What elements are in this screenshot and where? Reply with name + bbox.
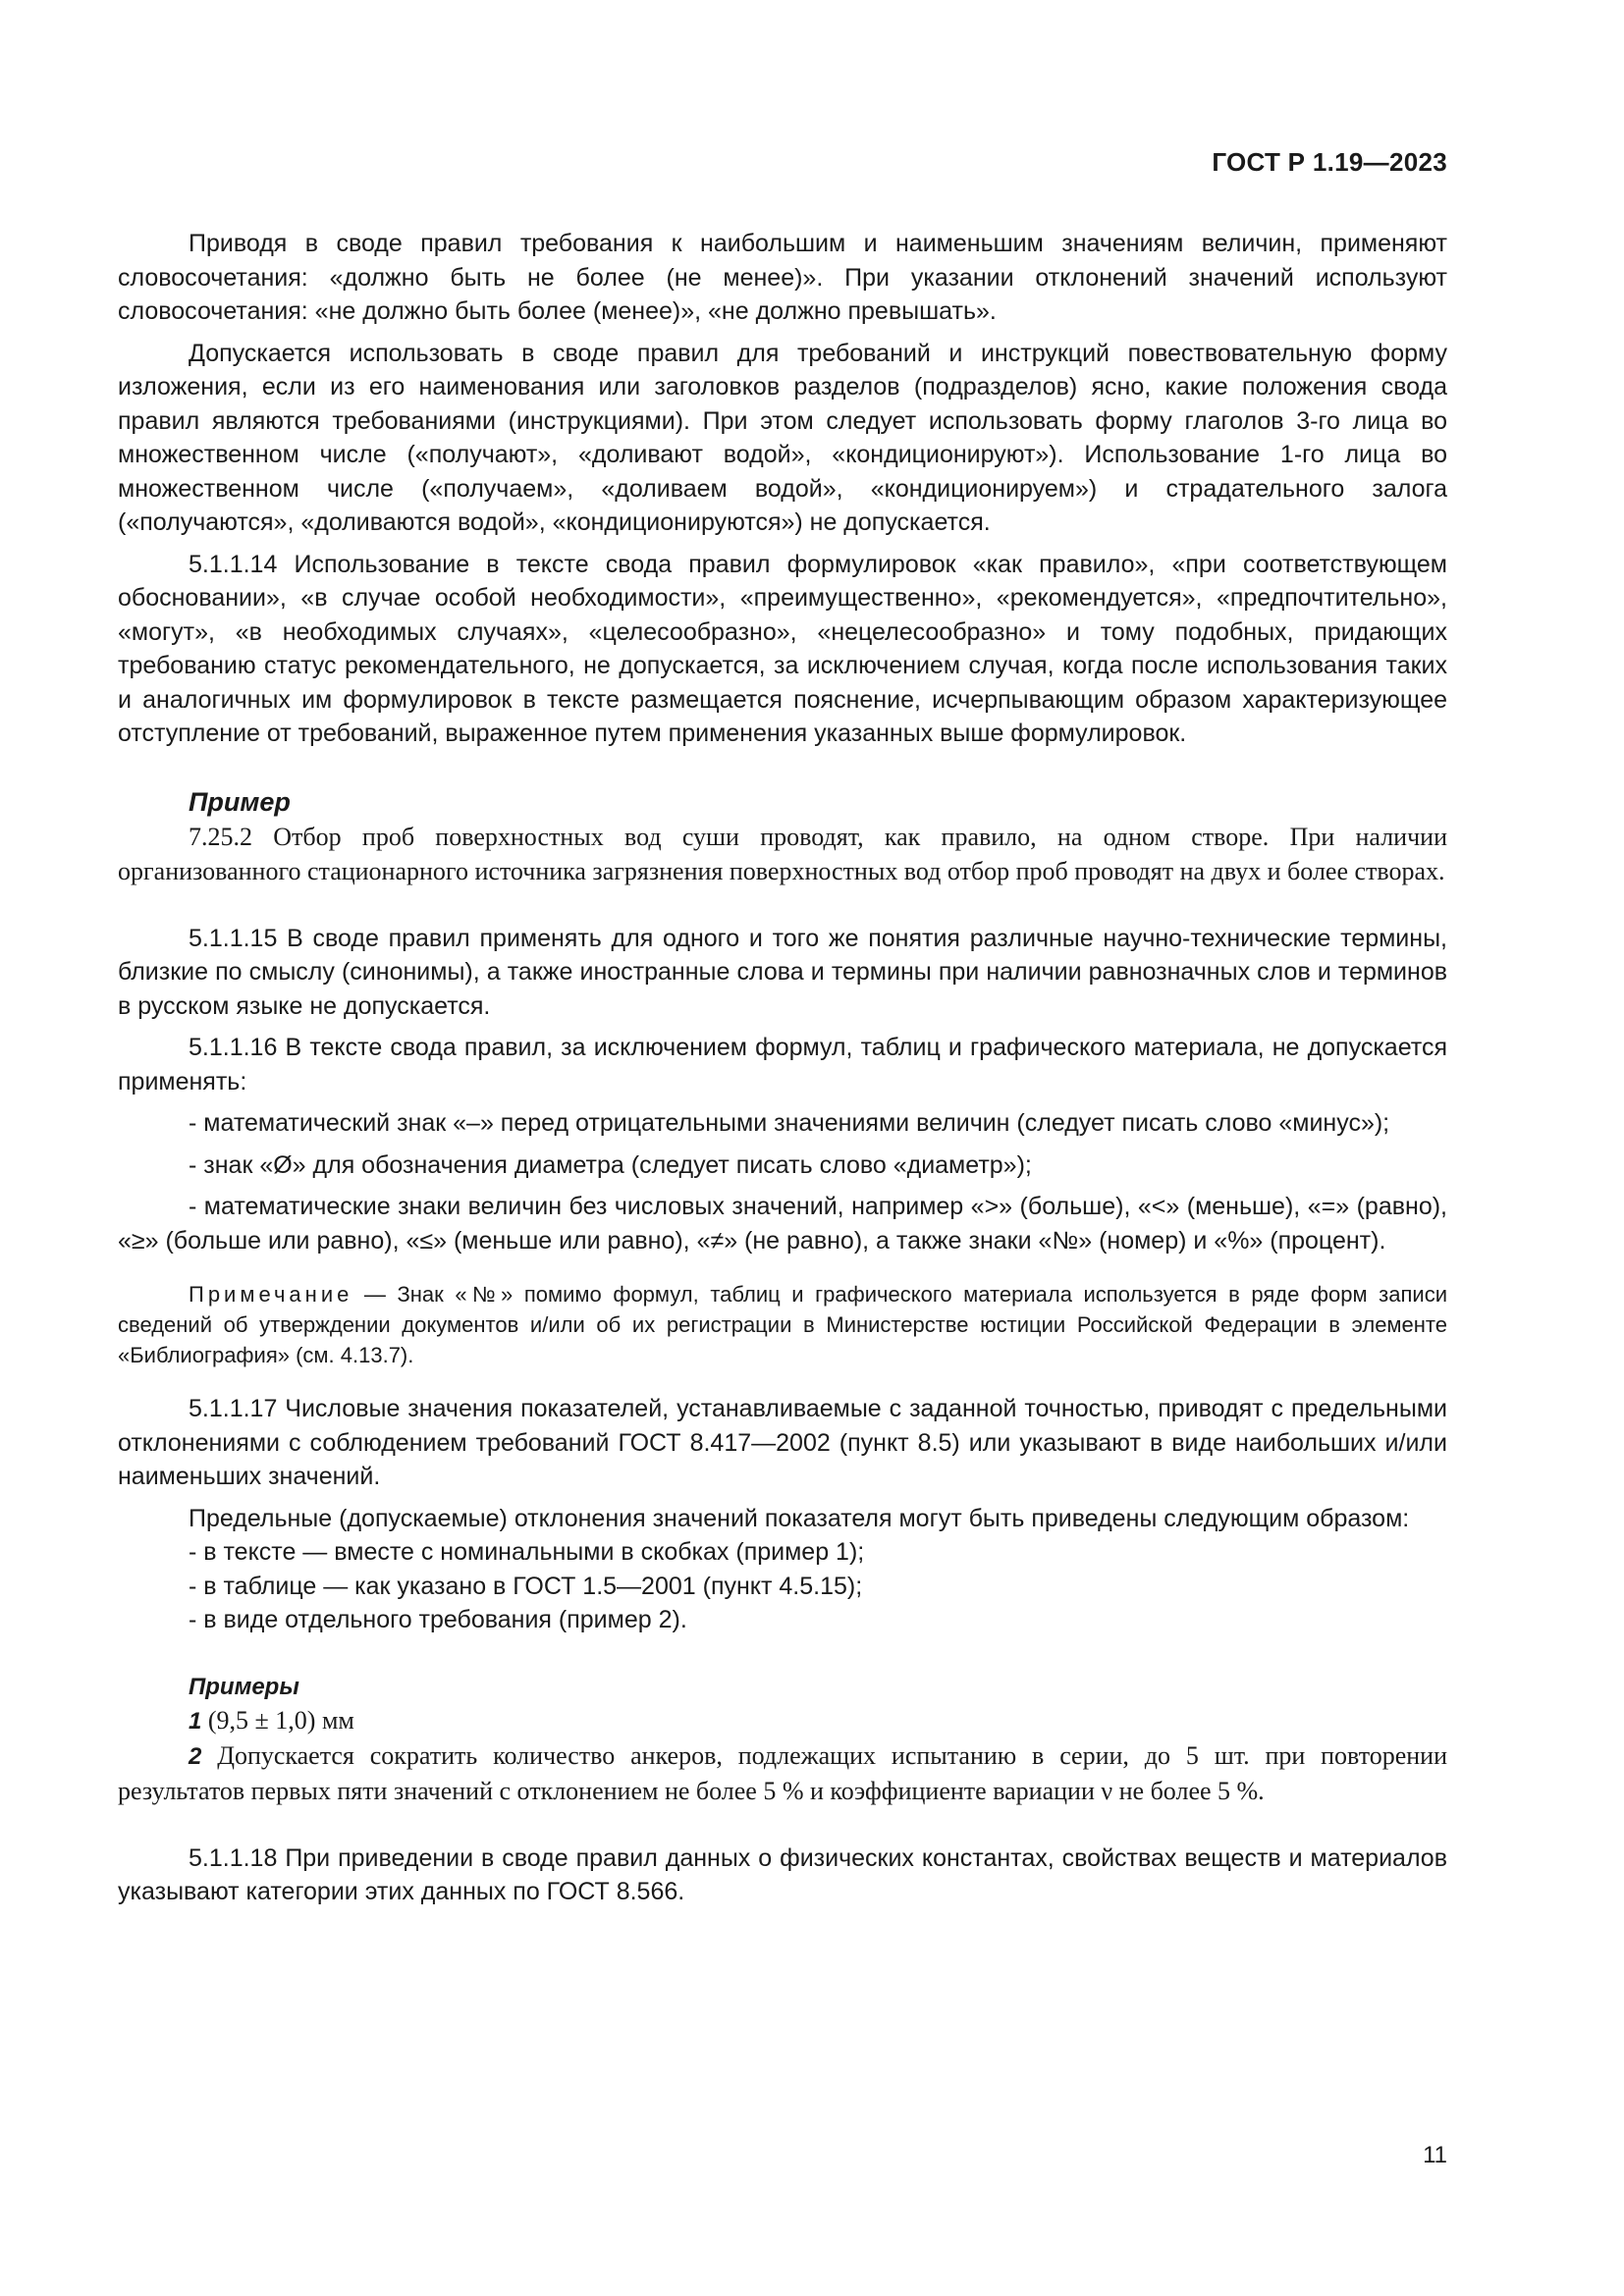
page-number: 11 [1423, 2142, 1447, 2168]
paragraph-5-1-1-15: 5.1.1.15 В своде правил применять для одного и того же понятия различные научно-технические термины, близкие по смыслу (синонимы), а также иностранные слова и термины при наличии равнозначных слов и терминов в русском языке не допускается. [118, 924, 1447, 1020]
paragraph: Предельные (допускаемые) отклонения значений показателя могут быть приведены следующим образом: [189, 1504, 1410, 1532]
list-item: - в тексте — вместе с номинальными в скобках (пример 1); [189, 1538, 865, 1566]
list-item: - в таблице — как указано в ГОСТ 1.5—2001 (пункт 4.5.15); [189, 1572, 863, 1600]
paragraph: Приводя в своде правил требования к наибольшим и наименьшим значениям величин, применяют словосочетания: «должно быть не более (не менее)». При указании отклонений значений используют словосочетания: «не должно быть более (менее)», «не должно превышать». [118, 230, 1447, 325]
note [118, 1279, 1447, 1370]
paragraph-5-1-1-16: 5.1.1.16 В тексте свода правил, за исключением формул, таблиц и графического материала, не допускается применять: [118, 1034, 1447, 1095]
example-number: 1 [189, 1707, 202, 1735]
example-1 [118, 1703, 1447, 1738]
list-item: - математический знак «–» перед отрицательными значениями величин (следует писать слово «минус»); [189, 1109, 1390, 1137]
note-label: Примечание [189, 1282, 353, 1307]
list-item: - математические знаки величин без числовых значений, например «>» (больше), «<» (меньше), «=» (равно), «≥» (больше или равно), «≤» (меньше или равно), «≠» (не равно), а также знаки «№» (номер) и «%» (процент). [118, 1193, 1447, 1255]
example-2 [118, 1738, 1447, 1808]
document-body [118, 227, 1447, 1909]
examples-title: Примеры [189, 1673, 299, 1700]
list-item: - в виде отдельного требования (пример 2). [189, 1606, 687, 1633]
example-text: 7.25.2 Отбор проб поверхностных вод суши проводят, как правило, на одном створе. При наличии организованного стационарного источника загрязнения поверхностных вод отбор проб проводят на двух и более створах. [118, 822, 1447, 885]
example-number: 2 [189, 1742, 202, 1770]
note-text: — Знак «№» помимо формул, таблиц и графического материала используется в ряде форм записи сведений об утверждении документов и/или об их регистрации в Министерстве юстиции Российской Федерации в элементе «Библиография» (см. 4.13.7). [118, 1282, 1447, 1367]
paragraph-5-1-1-17: 5.1.1.17 Числовые значения показателей, устанавливаемые с заданной точностью, приводят с предельными отклонениями с соблюдением требований ГОСТ 8.417—2002 (пункт 8.5) или указывают в виде наибольших и/или наименьших значений. [118, 1395, 1447, 1490]
list-item: - знак «Ø» для обозначения диаметра (следует писать слово «диаметр»); [189, 1150, 1032, 1179]
paragraph-5-1-1-18: 5.1.1.18 При приведении в своде правил данных о физических константах, свойствах веществ и материалов указывают категории этих данных по ГОСТ 8.566. [118, 1843, 1447, 1905]
example-1-text: (9,5 ± 1,0) мм [201, 1705, 354, 1735]
paragraph: Допускается использовать в своде правил для требований и инструкций повествовательную форму изложения, если из его наименования или заголовков разделов (подразделов) ясно, какие положения свода правил являются требованиями (инструкциями). При этом следует использовать форму глаголов 3-го лица во множественном числе («получают», «доливают водой», «кондиционируют»). Использование 1-го лица во множественном числе («получаем», «доливаем водой», «кондиционируем») и страдательного залога («получаются», «доливаются водой», «кондиционируются») не допускается. [118, 339, 1447, 536]
document-header: ГОСТ Р 1.19—2023 [1212, 147, 1447, 177]
example-title: Пример [189, 786, 291, 817]
paragraph-5-1-1-14: 5.1.1.14 Использование в тексте свода правил формулировок «как правило», «при соответствующем обосновании», «в случае особой необходимости», «преимущественно», «рекомендуется», «предпочтительно», «могут», «в необходимых случаях», «целесообразно», «нецелесообразно» и тому подобных, придающих требованию статус рекомендательного, не допускается, за исключением случая, когда после использования таких и аналогичных им формулировок в тексте размещается пояснение, исчерпывающим образом характеризующее отступление от требований, выраженное путем применения указанных выше формулировок. [118, 550, 1447, 747]
example-2-text: Допускается сократить количество анкеров, подлежащих испытанию в серии, до 5 шт. при повторении результатов первых пяти значений с отклонением не более 5 % и коэффициенте вариации ν не более 5 %. [118, 1740, 1447, 1805]
